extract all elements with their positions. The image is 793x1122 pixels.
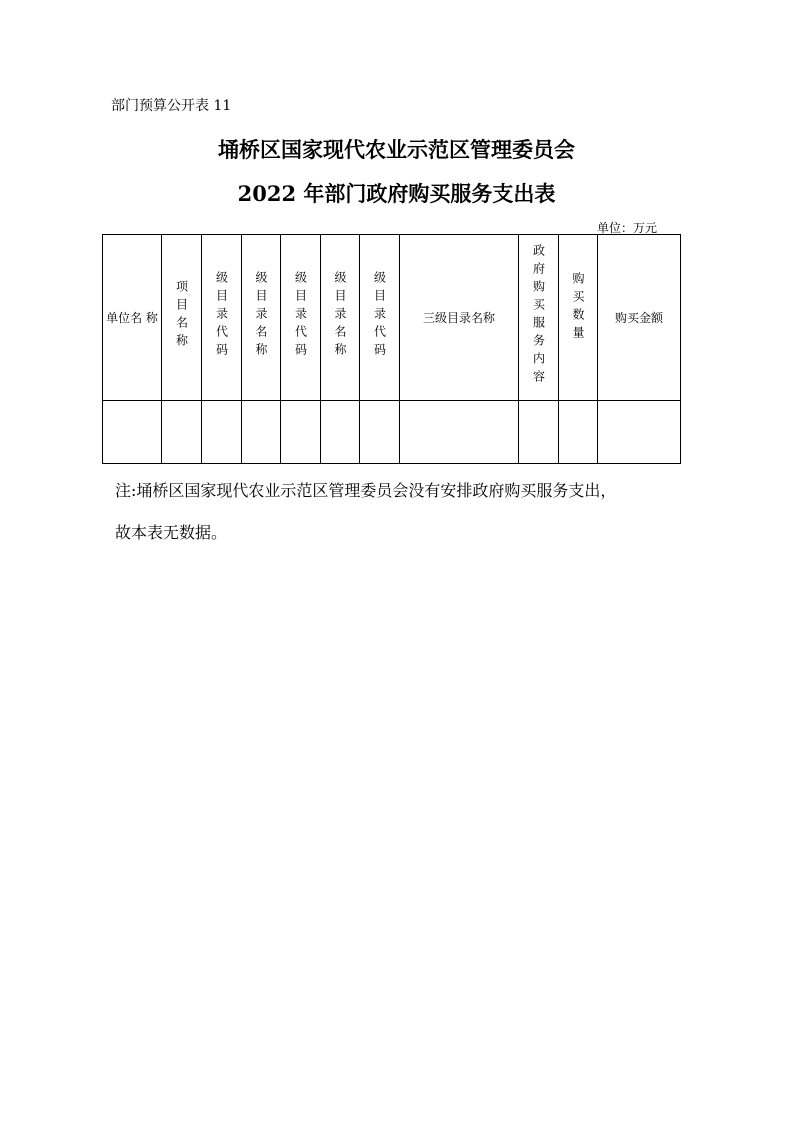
table-cell <box>202 401 242 464</box>
table-cell <box>360 401 400 464</box>
table-header-row <box>103 235 681 401</box>
note-line-2: 故本表无数据。 <box>115 523 228 542</box>
table-cell <box>598 401 681 464</box>
table-cell <box>519 401 559 464</box>
table-cell <box>321 401 360 464</box>
col-header-level3-name: 三级目录名称 <box>400 235 519 401</box>
col-header-level2-name: 级目录名称 <box>321 235 360 401</box>
col-header-level3-code: 级目录代码 <box>360 235 400 401</box>
table-cell <box>559 401 598 464</box>
col-header-level1-name: 级目录名称 <box>242 235 281 401</box>
procurement-table <box>102 234 681 464</box>
note-line-1: 注:埇桥区国家现代农业示范区管理委员会没有安排政府购买服务支出， <box>115 481 617 500</box>
col-header-amount: 购买金额 <box>598 235 681 401</box>
table-cell <box>103 401 162 464</box>
table-cell <box>242 401 281 464</box>
table-cell <box>162 401 202 464</box>
table-row <box>103 401 681 464</box>
col-header-service-content: 政府购买服务内容 <box>519 235 559 401</box>
col-header-level2-code: 级目录代码 <box>281 235 321 401</box>
table-cell <box>400 401 519 464</box>
unit-label: 单位：万元 <box>597 221 658 235</box>
col-header-quantity: 购买数量 <box>559 235 598 401</box>
col-header-level1-code: 级目录代码 <box>202 235 242 401</box>
col-header-project-name: 项目名称 <box>162 235 202 401</box>
document-title: 埇桥区国家现代农业示范区管理委员会 <box>218 137 575 162</box>
table-number-label: 部门预算公开表 11 <box>111 98 232 114</box>
col-header-unit-name: 单位名 称 <box>103 235 162 401</box>
document-subtitle: 2022 年部门政府购买服务支出表 <box>237 181 556 206</box>
table-cell <box>281 401 321 464</box>
